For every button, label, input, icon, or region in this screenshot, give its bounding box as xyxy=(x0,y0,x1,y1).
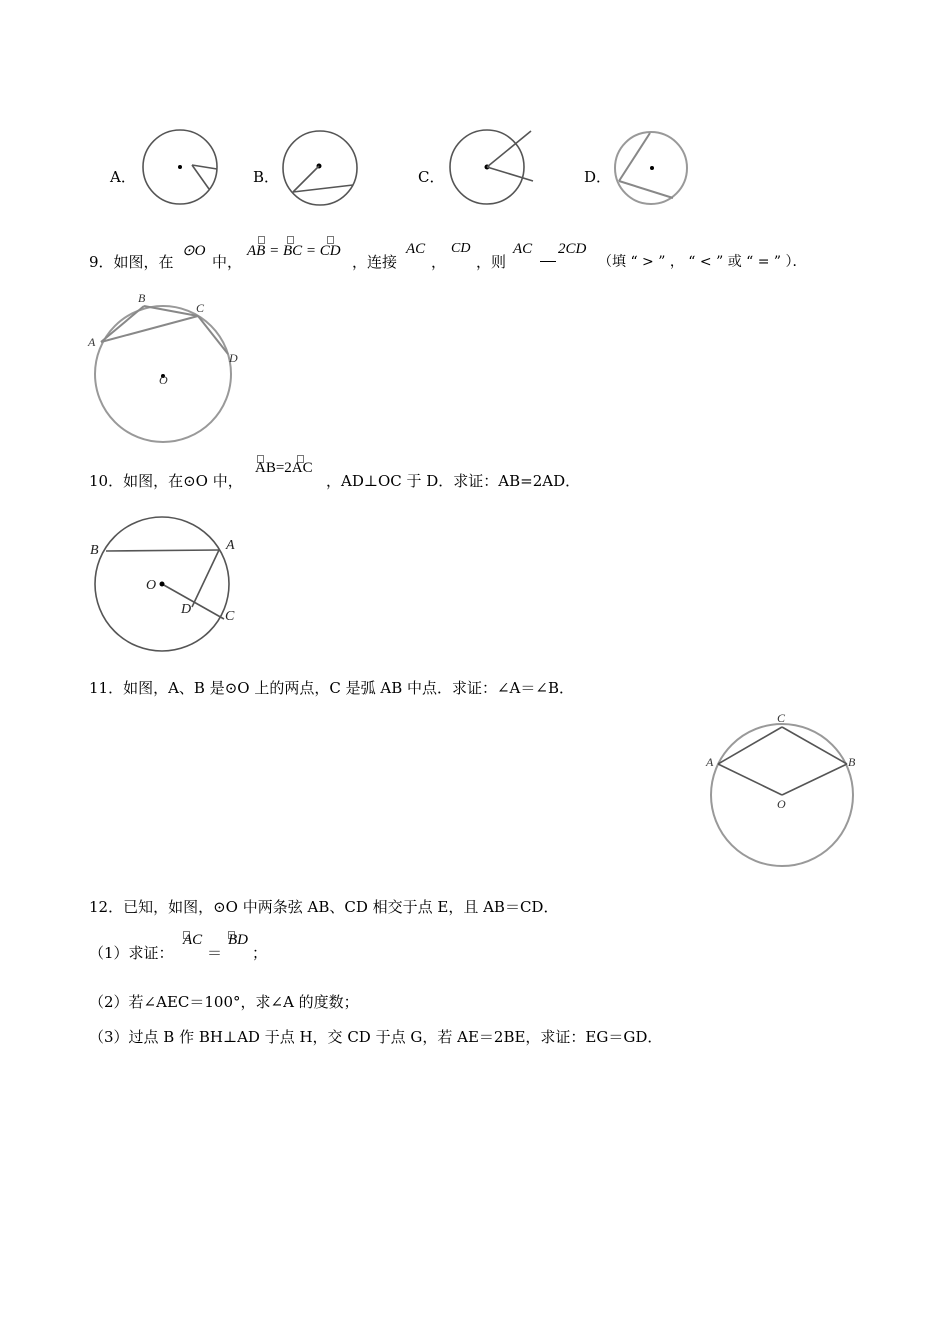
q9-comma: ， xyxy=(431,253,447,271)
q10-label-d: D xyxy=(181,602,192,617)
q10-figure xyxy=(88,512,248,657)
q9-mid: 中， xyxy=(212,253,243,271)
q9-lhs: AC xyxy=(513,241,533,257)
q11-label-c: C xyxy=(777,711,786,725)
q10-label-a: A xyxy=(226,538,235,553)
q10-label-b: B xyxy=(90,543,99,558)
q12-part1-eq: ＝ xyxy=(207,944,223,962)
q10-arc-relation: AB=2AC xyxy=(255,460,313,476)
q9-answer-blank[interactable] xyxy=(540,247,556,266)
q11-text: 11．如图，A、B 是⊙O 上的两点，C 是弧 AB 中点．求证：∠A＝∠B． xyxy=(89,679,574,697)
q10-label-c: C xyxy=(225,609,235,624)
q9-fill-hint: （填 “ > ” ， “ < ” 或 “ = ” ）． xyxy=(598,254,807,270)
q9-label-a: A xyxy=(88,335,96,349)
q11-label-b: B xyxy=(848,755,856,769)
q11-label-o: O xyxy=(777,797,786,811)
option-c-figure xyxy=(448,126,538,206)
q9-connect: ，连接 xyxy=(352,253,398,271)
q9-label-c: C xyxy=(196,301,205,315)
option-a-figure xyxy=(142,128,222,208)
option-b-label: B． xyxy=(253,168,280,186)
q9-label-d: D xyxy=(229,351,238,365)
q12-part1-lhs: AC xyxy=(183,932,203,948)
q9-number: 9．如图，在 xyxy=(89,253,174,271)
q12-part3: （3）过点 B 作 BH⊥AD 于点 H，交 CD 于点 G，若 AE＝2BE，求证：EG＝GD． xyxy=(89,1028,663,1046)
q10-number: 10．如图，在⊙O 中， xyxy=(89,472,243,490)
q9-arc-equation: AB = BC = CD xyxy=(247,243,341,259)
q9-circle: ⊙O xyxy=(182,243,206,259)
q9-label-o: O xyxy=(159,373,168,387)
q12-part2: （2）若∠AEC＝100°，求∠A 的度数； xyxy=(89,993,359,1011)
q12-part1-prefix: （1）求证： xyxy=(89,944,174,962)
q9-label-b: B xyxy=(138,291,146,305)
q9-figure xyxy=(86,292,246,442)
option-b-figure xyxy=(282,128,362,208)
q12-stem: 12．已知，如图，⊙O 中两条弦 AB、CD 相交于点 E，且 AB＝CD． xyxy=(89,898,559,916)
q11-figure xyxy=(704,708,864,868)
q10-rest: ，AD⊥OC 于 D．求证：AB=2AD． xyxy=(326,472,581,490)
option-a-label: A． xyxy=(110,168,136,186)
q12-part1-suffix: ； xyxy=(252,944,268,962)
option-d-figure xyxy=(613,128,693,208)
option-d-label: D． xyxy=(584,168,612,186)
q9-seg-cd: CD xyxy=(451,241,471,256)
q12-part1-rhs: BD xyxy=(228,932,248,948)
q10-label-o: O xyxy=(146,578,157,593)
q11-label-a: A xyxy=(706,755,714,769)
q9-seg-ac: AC xyxy=(406,241,426,257)
option-c-label: C． xyxy=(418,168,445,186)
q9-rhs: 2CD xyxy=(558,241,587,257)
q9-then: ，则 xyxy=(476,253,507,271)
